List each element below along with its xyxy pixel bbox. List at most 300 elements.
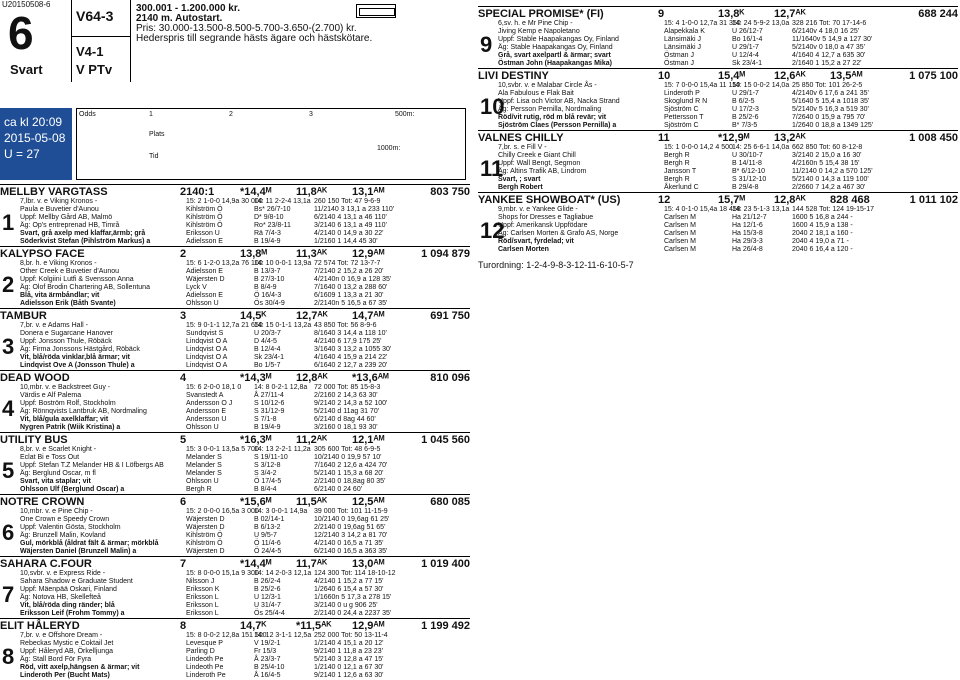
line-col-4: 2/2160 2 14,3 63 30' (314, 392, 378, 399)
line-col-1: Uppf: Jonsson Thule, Röbäck (20, 338, 112, 345)
line-col-3: B 6/13-2 (254, 524, 281, 531)
line-col-2: Lindqvist O A (186, 362, 228, 369)
line-col-3: Rä 7/4-3 (254, 230, 281, 237)
stat-1: *14,4ᴹ (240, 186, 272, 198)
horse-record: 2 (180, 248, 187, 260)
line-col-1: Uppf: Mellby Gård AB, Malmö (20, 214, 113, 221)
line-col-3: U 30/10-7 (732, 152, 763, 159)
line-col-2: 15: 3 0-0-1 13,5a 5 700 (186, 446, 259, 453)
entry-header (0, 434, 470, 446)
line-col-2: Åkerlund C (664, 184, 699, 191)
line-col-1: 6,sv. h. e Mr Pine Chip - (498, 20, 573, 27)
line-col-3: U 26/12-7 (732, 28, 763, 35)
start-number: 3 (2, 334, 15, 359)
entry-line (478, 20, 958, 28)
line-col-3: B* 6/12-10 (732, 168, 766, 175)
line-col-4: 7/2640 0 15,9 a 795 70' (792, 114, 866, 121)
line-col-4: 2/1640 1 15,2 a 27 22' (792, 60, 862, 67)
start-number: 6 (2, 520, 15, 545)
line-col-3: Ha 29/3-3 (732, 238, 763, 245)
line-col-2: Carlsen M (664, 238, 696, 245)
line-col-2: 15: 9 0-1-1 12,7a 21 650 (186, 322, 263, 329)
line-col-1: Röd/svart, fyrdelad; vit (498, 238, 574, 245)
line-col-2: Bergh R (664, 176, 690, 183)
line-col-1: Blå, vita ärmbåndlar; vit (20, 292, 100, 299)
horse-record: 6 (180, 496, 187, 508)
line-col-3: B* 7/3-5 (732, 122, 758, 129)
line-col-1: Uppf: Stefan T.Z Melander HB & I Löfbergs AB (20, 462, 164, 469)
line-col-2: 15: 6 1-2-0 13,2a 76 100 (186, 260, 263, 267)
line-col-3: S 3/4-2 (254, 470, 277, 477)
line-col-4: 9/2140 2 14,3 a 52 100' (314, 400, 388, 407)
entry-line (478, 44, 958, 52)
entry-line (478, 238, 958, 246)
entry-line (0, 672, 470, 680)
line-col-3: Bo 1/5-7 (254, 362, 281, 369)
line-col-3: B 25/2-6 (254, 586, 281, 593)
line-col-4: 4/2140v 6 17,6 a 241 35' (792, 90, 869, 97)
line-col-1: Äg: Berglund Oscar, m fl (20, 470, 96, 477)
prize-money: 1 011 102 (909, 194, 958, 206)
line-col-4: 5/2140 d 11ag 31 70' (314, 408, 380, 415)
line-col-3: Ro* 23/8-11 (254, 222, 291, 229)
start-number: 10 (480, 94, 505, 119)
prize-money: 680 085 (430, 496, 470, 508)
line-col-2: Lindeoth Pe (186, 664, 224, 671)
prize-money: 1 008 450 (909, 132, 958, 144)
line-col-1: 10,svbr. v. e Express Ride - (20, 570, 106, 577)
horse-name: NOTRE CROWN (0, 496, 85, 508)
line-col-1: Äg: Brunzell Malin, Kovland (20, 532, 106, 539)
prize-range: 300.001 - 1.200.000 kr. (136, 3, 240, 14)
line-col-1: Äg: Persson Pernilla, Nordmaling (498, 106, 602, 113)
entry-line (0, 346, 470, 354)
line-col-4: 2/2140 0 19,6ag 51 65' (314, 524, 386, 531)
line-col-2: 15: 8 0-0-0 15,1a 9 300 (186, 570, 259, 577)
line-col-4: 7/2140 2 15,2 a 26 20' (314, 268, 384, 275)
line-col-1: Svart, ; svart (498, 176, 541, 183)
line-col-3: B 25/4-10 (254, 664, 285, 671)
line-col-2: 15: 6 2-0-0 18,1 0 (186, 384, 242, 391)
entry-line (478, 114, 958, 122)
line-col-4: 7/1640 0 13,2 a 288 60' (314, 284, 388, 291)
entry-line (478, 60, 958, 68)
line-col-3: Bo 16/1-4 (732, 36, 763, 43)
line-col-4: 6/2140 0 16,5 a 363 35' (314, 548, 388, 555)
line-col-3: Ha 26/4-8 (732, 246, 763, 253)
line-col-1: Sahara Shadow e Graduate Student (20, 578, 133, 585)
stat-2: 11,3ᴬᴷ (296, 248, 328, 260)
entry-line (478, 246, 958, 254)
stat-1: 14,5ᴷ (240, 310, 267, 322)
line-col-1: 10,mbr. v. e Backstreet Guy - (20, 384, 111, 391)
entry-rule (0, 494, 470, 495)
distance: 2140 m. Autostart. (136, 13, 223, 24)
line-col-3: Ha 15/3-8 (732, 230, 763, 237)
line-col-4: 1600 5 16,8 a 244 - (792, 214, 853, 221)
prize-money: 810 096 (430, 372, 470, 384)
line-col-3: Å 16/4-5 (254, 672, 281, 679)
entry-line (0, 300, 470, 308)
line-col-1: 10,svbr. v. e Malabar Circle Ås - (498, 82, 597, 89)
horse-record: 12 (658, 194, 671, 206)
horse-name: TAMBUR (0, 310, 47, 322)
entry-line (0, 292, 470, 300)
left-entries (0, 184, 470, 680)
start-number: 11 (480, 156, 504, 181)
line-col-2: 15: 2 0-0-0 16,5a 3 000 (186, 508, 259, 515)
line-col-3: Ös 25/4-4 (254, 610, 285, 617)
line-col-3: B 8/4-4 (254, 486, 277, 493)
line-col-4: 1/1660n 5 17,3 a 278 15' (314, 594, 392, 601)
line-col-1: Other Creek e Buvetier d'Aunou (20, 268, 120, 275)
line-col-3: B 14/11-8 (732, 160, 762, 167)
horse-entry (478, 130, 958, 192)
entry-line (0, 640, 470, 648)
horse-name: MELLBY VARGTASS (0, 186, 108, 198)
stat-1: *12,9ᴹ (718, 132, 750, 144)
entry-line (0, 664, 470, 672)
line-col-4: 3/2160 0 18,1 93 30' (314, 424, 378, 431)
line-col-3: Ös 30/4-9 (254, 300, 285, 307)
horse-name: ELIT HÅLERYD (0, 620, 80, 632)
col-2: 2 (229, 111, 233, 118)
line-col-1: Äg: Stall Bord För Fyra (20, 656, 92, 663)
line-col-3: Å 23/3-7 (254, 656, 281, 663)
entry-line (0, 532, 470, 540)
horse-entry (0, 618, 470, 680)
line-col-1: Äg: Op's entreprenad HB, Timrå (20, 222, 120, 229)
line-col-2: Pettersson T (664, 114, 704, 121)
entry-line (0, 594, 470, 602)
line-col-1: Eclat Bi e Toss Out (20, 454, 80, 461)
track-condition: U = 27 (4, 147, 40, 161)
entry-rule (0, 308, 470, 309)
horse-record: 8 (180, 620, 187, 632)
stat-3: 12,9ᴬᴹ (352, 620, 385, 632)
entry-line (0, 268, 470, 276)
entry-line (0, 222, 470, 230)
entry-line (0, 586, 470, 594)
horse-name: KALYPSO FACE (0, 248, 85, 260)
line-col-3: Ö 24/4-5 (254, 548, 282, 555)
line-col-3: Bs* 26/7-10 (254, 206, 291, 213)
entry-line (478, 144, 958, 152)
line-col-4: 2/2660 7 14,2 a 467 30' (792, 184, 866, 191)
line-col-4: 12/2140 3 14,2 a 81 70' (314, 532, 388, 539)
line-col-2: Carlsen M (664, 246, 696, 253)
stat-2: 12,7ᴬᴷ (296, 310, 328, 322)
line-col-2: Levesque P (186, 640, 223, 647)
horse-name: LIVI DESTINY (478, 70, 549, 82)
line-col-4: 1/2640 6 15,4 a 57 30' (314, 586, 384, 593)
entry-line (0, 400, 470, 408)
line-col-1: 9,mbr. v. e Yankee Glide - (498, 206, 578, 213)
line-col-2: Kihlström Ö (186, 206, 223, 213)
line-col-1: Uppf: Boström Rolf, Stockholm (20, 400, 116, 407)
line-col-2: Bergh R (664, 152, 690, 159)
stat-3: *13,6ᴬᴹ (352, 372, 389, 384)
line-col-3: S 3/12-8 (254, 462, 281, 469)
horse-name: UTILITY BUS (0, 434, 68, 446)
entry-header (0, 248, 470, 260)
entry-line (0, 362, 470, 370)
entry-line (0, 424, 470, 432)
entry-line (0, 238, 470, 246)
line-col-2: Linderoth P (664, 90, 700, 97)
line-col-3: Ha 12/1-6 (732, 222, 763, 229)
stat-3: 12,5ᴬᴹ (352, 496, 385, 508)
line-col-1: Paula e Buvetier d'Aunou (20, 206, 99, 213)
line-col-2: Melander S (186, 454, 222, 461)
entry-line (478, 52, 958, 60)
line-col-3: B 19/4-9 (254, 238, 281, 245)
entry-rule (478, 68, 958, 69)
line-col-2: Lindqvist O A (186, 354, 228, 361)
entry-line (0, 486, 470, 494)
entry-line (478, 176, 958, 184)
line-col-4: 2040 4 19,0 a 71 - (792, 238, 849, 245)
line-col-4: 11/2140 3 13,1 a 233 110' (314, 206, 395, 213)
stat-2: 13,2ᴬᴷ (774, 132, 806, 144)
horse-entry (478, 68, 958, 130)
col-1: 1 (149, 111, 153, 118)
line-col-2: Melander S (186, 470, 222, 477)
entry-rule (0, 618, 470, 619)
horse-name: VALNES CHILLY (478, 132, 564, 144)
entry-line (0, 354, 470, 362)
line-col-1: Sjöström Claes (Persson Pernilla) a (498, 122, 617, 129)
line-col-2: Eriksson U (186, 230, 220, 237)
race-date: 2015-05-08 (4, 131, 66, 145)
line-col-3: U 31/4-7 (254, 602, 281, 609)
line-col-1: Äg: Altins Trafik AB, Lindrom (498, 168, 587, 175)
horse-entry (478, 192, 958, 254)
entry-header (0, 620, 470, 632)
race-number: 6 (8, 7, 34, 59)
line-col-4: 4/2140 0 14,9 a 30 22' (314, 230, 384, 237)
line-col-1: 10,mbr. v. e Pine Chip - (20, 508, 93, 515)
line-col-4: 3/2140 6 13,1 a 49 110' (314, 222, 387, 229)
start-number: 5 (2, 458, 15, 483)
line-col-1: Uppf: Mäenpää Oskari, Finland (20, 586, 117, 593)
line-col-1: Donera e Sugarcane Hanover (20, 330, 114, 337)
stat-2: 12,6ᴬᴷ (774, 70, 806, 82)
entry-line (0, 330, 470, 338)
prize-list: Pris: 30.000-13.500-8.500-5.700-3.650-(2.700) kr. (136, 23, 357, 34)
line-col-2: Nilsson J (186, 578, 215, 585)
line-col-3: B 6/2-5 (732, 98, 755, 105)
line-col-2: 15: 7 0-0-0 15,4a 11 150 (664, 82, 741, 89)
entry-line (0, 602, 470, 610)
line-col-3: B 13/3-7 (254, 268, 281, 275)
line-col-1: Svart, grå axelp med klaffar,ärmb; grå (20, 230, 146, 237)
line-col-3: Ha 21/12-7 (732, 214, 767, 221)
entry-line (0, 470, 470, 478)
500m-label: 500m: (395, 111, 415, 118)
line-col-1: Östman John (Haapakangas Mika) (498, 60, 612, 67)
entry-line (478, 82, 958, 90)
line-col-2: Adielsson E (186, 292, 223, 299)
line-col-4: 4/2140 0 16,5 a 71 35' (314, 540, 384, 547)
line-col-1: Svart, vita staplar; vit (20, 478, 91, 485)
stat-3: 14,7ᴬᴹ (352, 310, 385, 322)
line-col-4: 124 300 Tot: 114 18-10-12 (314, 570, 396, 577)
line-col-2: Eriksson L (186, 594, 219, 601)
line-col-1: Vit, blå/gula axelklaffar; vit (20, 416, 109, 423)
odds-grid (76, 108, 466, 180)
line-col-1: Äg: Firma Jonssons Hästgård, Röbäck (20, 346, 140, 353)
stat-2: 11,5ᴬᴷ (296, 496, 328, 508)
stat-2: *11,5ᴬᴷ (296, 620, 332, 632)
line-col-4: 5/1640 5 15,4 a 1018 35' (792, 98, 870, 105)
line-col-1: Rebeckas Mystic e Coktail Jet (20, 640, 114, 647)
entry-line (478, 122, 958, 130)
line-col-4: 5/2140 3 12,8 a 47 15' (314, 656, 384, 663)
line-col-2: 15: 1 0-0-0 14,2 4 500 (664, 144, 733, 151)
line-col-3: B 26/2-4 (254, 578, 281, 585)
entry-rule (478, 192, 958, 193)
start-number: 7 (2, 582, 15, 607)
line-col-2: Eriksson L (186, 610, 219, 617)
entry-rule (0, 556, 470, 557)
line-col-4: 9/2140 1 11,8 a 23 23' (314, 648, 383, 655)
stat-1: 15,7ᴹ (718, 194, 746, 206)
line-col-2: Melander S (186, 462, 222, 469)
line-col-2: Länsimäki J (664, 36, 701, 43)
race-info (136, 4, 372, 44)
line-col-3: B 25/2-6 (732, 114, 759, 121)
stat-3: 12,9ᴬᴹ (352, 248, 385, 260)
line-col-2: Lindqvist O A (186, 338, 228, 345)
horse-entry (0, 184, 470, 246)
divider (130, 0, 131, 82)
line-col-1: 8,br. h. e Viking Kronos - (20, 260, 97, 267)
right-entries-list (478, 6, 958, 254)
1000m-label: 1000m: (377, 145, 401, 152)
entry-header (0, 496, 470, 508)
line-col-4: 305 600 Tot: 48 6-9-5 (314, 446, 381, 453)
line-col-4: 4/2140 1 15,2 a 77 15' (314, 578, 384, 585)
entry-rule (0, 370, 470, 371)
line-col-2: Parling D (186, 648, 215, 655)
line-col-1: Äg: Stable Haapakangas Oy, Finland (498, 44, 613, 51)
line-col-3: U 20/3-7 (254, 330, 281, 337)
entry-line (0, 322, 470, 330)
line-col-2: Skoglund R N (664, 98, 708, 105)
line-col-2: Svanstedt A (186, 392, 224, 399)
entry-line (0, 338, 470, 346)
line-col-1: Chilly Creek e Giant Chill (498, 152, 576, 159)
prize-money: 1 094 879 (421, 248, 470, 260)
line-col-2: Sjöström C (664, 122, 699, 129)
line-col-3: B 29/4-8 (732, 184, 759, 191)
line-col-4: 3/2140 0 u g 906 25' (314, 602, 378, 609)
line-col-2: Carlsen M (664, 230, 696, 237)
line-col-3: 14: 14 2-0-3 12,1a (254, 570, 312, 577)
stat-2: 12,8ᴬᴷ (774, 194, 806, 206)
line-col-1: One Crown e Speedy Crown (20, 516, 110, 523)
line-col-4: 72 000 Tot: 85 15-8-3 (314, 384, 381, 391)
stat-3: 13,1ᴬᴹ (352, 186, 385, 198)
line-col-1: Grå, svart axelpartl & ärmar; svart (498, 52, 611, 59)
entry-line (478, 152, 958, 160)
race-color: Svart (10, 62, 43, 77)
line-col-1: Carlsen Morten (498, 246, 549, 253)
line-col-4: 1/2640 0 18,8 a 1349 125' (792, 122, 874, 129)
line-col-1: Adielsson Erik (Båth Svante) (20, 300, 116, 307)
line-col-3: 14: 15 0-0-2 14,0a (732, 82, 790, 89)
entry-header (0, 372, 470, 384)
entry-header (0, 310, 470, 322)
line-col-1: 7,br. s. e Fill V - (498, 144, 547, 151)
line-col-2: Kihlström Ö (186, 222, 223, 229)
entry-line (478, 214, 958, 222)
odds-label: Odds (79, 111, 96, 118)
line-col-2: Wäjersten D (186, 276, 225, 283)
line-col-2: Kihlström Ö (186, 532, 223, 539)
line-col-2: Jansson T (664, 168, 697, 175)
line-col-3: S 19/11-10 (254, 454, 288, 461)
line-col-4: 2/2140 0 18,8ag 80 35' (314, 478, 386, 485)
prize-money: 1 199 492 (421, 620, 470, 632)
line-col-1: Röd/vit rutig, röd m blå revär; vit (498, 114, 607, 121)
line-col-3: U 12/3-1 (254, 594, 281, 601)
entry-line (0, 648, 470, 656)
prize-money: 691 750 (430, 310, 470, 322)
line-col-4: 6/2140v 4 18,0 16 25' (792, 28, 860, 35)
plats-label: Plats (149, 131, 165, 138)
line-col-3: Sk 23/4-1 (254, 354, 284, 361)
line-col-2: Carlsen M (664, 214, 696, 221)
right-entries (478, 6, 958, 270)
entry-line (0, 260, 470, 268)
line-col-1: Röd, vitt axelp,hängsen & ärmar; vit (20, 664, 140, 671)
line-col-4: 4/2160n 5 15,4 38 15' (792, 160, 860, 167)
line-col-3: U 29/1-7 (732, 90, 759, 97)
race-number-box (0, 0, 72, 82)
line-col-4: 662 850 Tot: 60 8-12-8 (792, 144, 863, 151)
stat-3: 12,1ᴬᴹ (352, 434, 385, 446)
stat-3: 828 468 (830, 194, 870, 206)
line-col-4: 2040 6 16,4 a 120 - (792, 246, 853, 253)
line-col-3: Fr 15/3 (254, 648, 277, 655)
horse-name: SAHARA C.FOUR (0, 558, 92, 570)
line-col-1: Uppf: Stable Haapakangas Oy, Finland (498, 36, 619, 43)
line-col-3: B 02/14-1 (254, 516, 285, 523)
stat-1: *14,3ᴹ (240, 372, 272, 384)
line-col-4: 39 000 Tot: 101 11-15-9 (314, 508, 388, 515)
stat-1: *15,6ᴹ (240, 496, 272, 508)
line-col-4: 72 574 Tot: 72 13-7-7 (314, 260, 381, 267)
line-col-3: 14: 3 0-0-1 14,9a (254, 508, 308, 515)
entry-header (0, 186, 470, 198)
line-col-2: Ohlsson U (186, 424, 219, 431)
line-col-3: S 10/12-6 (254, 400, 285, 407)
time-box (0, 108, 72, 180)
line-col-2: Eriksson K (186, 586, 220, 593)
stat-2: 12,7ᴬᴷ (774, 8, 806, 20)
entry-line (0, 392, 470, 400)
line-col-2: Wäjersten D (186, 516, 225, 523)
horse-record: 9 (658, 8, 665, 20)
stat-1: *16,3ᴹ (240, 434, 272, 446)
stat-3: 13,0ᴬᴹ (352, 558, 385, 570)
entry-line (0, 610, 470, 618)
stat-1: 13,8ᴷ (718, 8, 745, 20)
entry-line (0, 206, 470, 214)
horse-record: 5 (180, 434, 187, 446)
